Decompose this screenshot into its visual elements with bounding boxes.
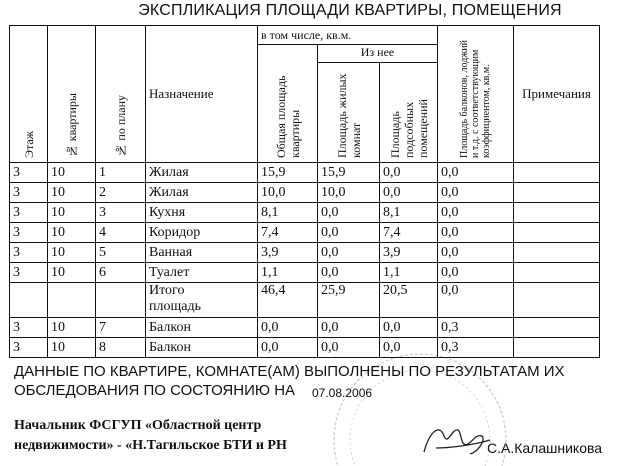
cell-total: 15,9 (258, 163, 318, 183)
cell-floor: 3 (10, 163, 48, 183)
cell-apartment: 10 (48, 263, 96, 283)
cell-purpose: Жилая (146, 183, 258, 203)
cell-balcony: 0,0 (438, 183, 514, 203)
header-total-area: Общая площадь квартиры (258, 45, 318, 163)
cell-plan: 6 (96, 263, 146, 283)
cell-apartment: 10 (48, 243, 96, 263)
cell-purpose: Туалет (146, 263, 258, 283)
cell-notes (514, 338, 600, 358)
cell-aux: 0,0 (380, 163, 438, 183)
header-apartment: № квартиры (48, 26, 96, 163)
cell-total: 0,0 (258, 318, 318, 338)
signatory-block (14, 416, 287, 456)
cell-total-label: Итого площадь (146, 283, 258, 318)
cell-living: 0,0 (318, 223, 380, 243)
cell-plan: 8 (96, 338, 146, 358)
cell-balcony: 0,0 (438, 223, 514, 243)
cell-purpose: Балкон (146, 338, 258, 358)
table-row (10, 318, 600, 338)
cell-plan: 3 (96, 203, 146, 223)
cell-apartment: 10 (48, 318, 96, 338)
cell-total: 1,1 (258, 263, 318, 283)
cell-notes (514, 243, 600, 263)
cell-aux: 7,4 (380, 223, 438, 243)
cell-floor: 3 (10, 243, 48, 263)
header-incl: в том числе, кв.м. (258, 26, 438, 45)
cell-purpose: Коридор (146, 223, 258, 243)
survey-statement (14, 362, 565, 400)
signatory-line1: Начальник ФСГУП «Областной центр (14, 418, 262, 433)
cell-living: 0,0 (318, 203, 380, 223)
explication-table (9, 25, 600, 358)
cell-plan: 2 (96, 183, 146, 203)
cell-notes (514, 163, 600, 183)
cell-apartment: 10 (48, 223, 96, 243)
table-row (10, 183, 600, 203)
cell-notes (514, 183, 600, 203)
cell-total: 10,0 (258, 183, 318, 203)
cell-floor: 3 (10, 338, 48, 358)
cell-living: 0,0 (318, 263, 380, 283)
cell-balcony-sum: 0,0 (438, 283, 514, 318)
cell-total: 3,9 (258, 243, 318, 263)
cell-balcony: 0,3 (438, 318, 514, 338)
cell-total: 8,1 (258, 203, 318, 223)
header-balcony-area: Площадь балконов, лоджий и т.д. с соответствующим коэффициентом, кв.м. (438, 26, 514, 163)
cell-living: 0,0 (318, 243, 380, 263)
cell-floor: 3 (10, 203, 48, 223)
table-row (10, 223, 600, 243)
cell-apartment: 10 (48, 203, 96, 223)
cell-notes (514, 263, 600, 283)
table-row (10, 203, 600, 223)
cell-aux: 1,1 (380, 263, 438, 283)
survey-date: 07.08.2006 (312, 386, 373, 400)
cell-floor: 3 (10, 223, 48, 243)
header-purpose: Назначение (146, 26, 258, 163)
total-row (10, 283, 600, 318)
cell-notes (514, 318, 600, 338)
header-aux-area: Площадь подсобных помещений (380, 63, 438, 163)
cell-total: 7,4 (258, 223, 318, 243)
cell-plan: 7 (96, 318, 146, 338)
signatory-line2: недвижимости» - «Н.Тагильское БТИ и РН (14, 438, 287, 453)
cell-floor: 3 (10, 263, 48, 283)
cell-purpose: Жилая (146, 163, 258, 183)
cell-living: 15,9 (318, 163, 380, 183)
table-row (10, 243, 600, 263)
cell-purpose: Ванная (146, 243, 258, 263)
cell-apartment: 10 (48, 163, 96, 183)
cell-apartment: 10 (48, 183, 96, 203)
cell-balcony: 0,0 (438, 203, 514, 223)
cell-living-sum: 25,9 (318, 283, 380, 318)
header-of-which: Из нее (318, 45, 438, 63)
table-row (10, 263, 600, 283)
cell-plan: 5 (96, 243, 146, 263)
cell-living: 0,0 (318, 338, 380, 358)
cell-total: 0,0 (258, 338, 318, 358)
cell-plan: 4 (96, 223, 146, 243)
cell-purpose: Балкон (146, 318, 258, 338)
survey-statement-line1: ДАННЫЕ ПО КВАРТИРЕ, КОМНАТЕ(АМ) ВЫПОЛНЕНЫ ПО РЕЗУЛЬТАТАМ ИХ (14, 363, 565, 380)
header-notes: Примечания (514, 26, 600, 163)
cell-aux: 0,0 (380, 338, 438, 358)
header-living-area: Площадь жилых комнат (318, 63, 380, 163)
cell-living: 10,0 (318, 183, 380, 203)
cell-aux: 8,1 (380, 203, 438, 223)
cell-balcony: 0,0 (438, 243, 514, 263)
header-floor: Этаж (10, 26, 48, 163)
cell-aux: 0,0 (380, 318, 438, 338)
cell-aux-sum: 20,5 (380, 283, 438, 318)
cell-aux: 3,9 (380, 243, 438, 263)
cell-floor: 3 (10, 183, 48, 203)
header-plan-no: № по плану (96, 26, 146, 163)
signature-scribble (424, 430, 490, 454)
cell-balcony: 0,3 (438, 338, 514, 358)
survey-statement-line2: ОБСЛЕДОВАНИЯ ПО СОСТОЯНИЮ НА (14, 382, 296, 399)
cell-living: 0,0 (318, 318, 380, 338)
cell-plan: 1 (96, 163, 146, 183)
table-row (10, 163, 600, 183)
cell-balcony: 0,0 (438, 163, 514, 183)
cell-balcony: 0,0 (438, 263, 514, 283)
cell-floor: 3 (10, 318, 48, 338)
cell-notes (514, 203, 600, 223)
cell-aux: 0,0 (380, 183, 438, 203)
cell-apartment: 10 (48, 338, 96, 358)
cell-notes (514, 223, 600, 243)
cell-purpose: Кухня (146, 203, 258, 223)
cell-total-sum: 46,4 (258, 283, 318, 318)
signatory-name: С.А.Калашникова (487, 440, 603, 456)
table-row (10, 338, 600, 358)
document-title: ЭКСПЛИКАЦИЯ ПЛОЩАДИ КВАРТИРЫ, ПОМЕЩЕНИЯ (138, 2, 562, 19)
